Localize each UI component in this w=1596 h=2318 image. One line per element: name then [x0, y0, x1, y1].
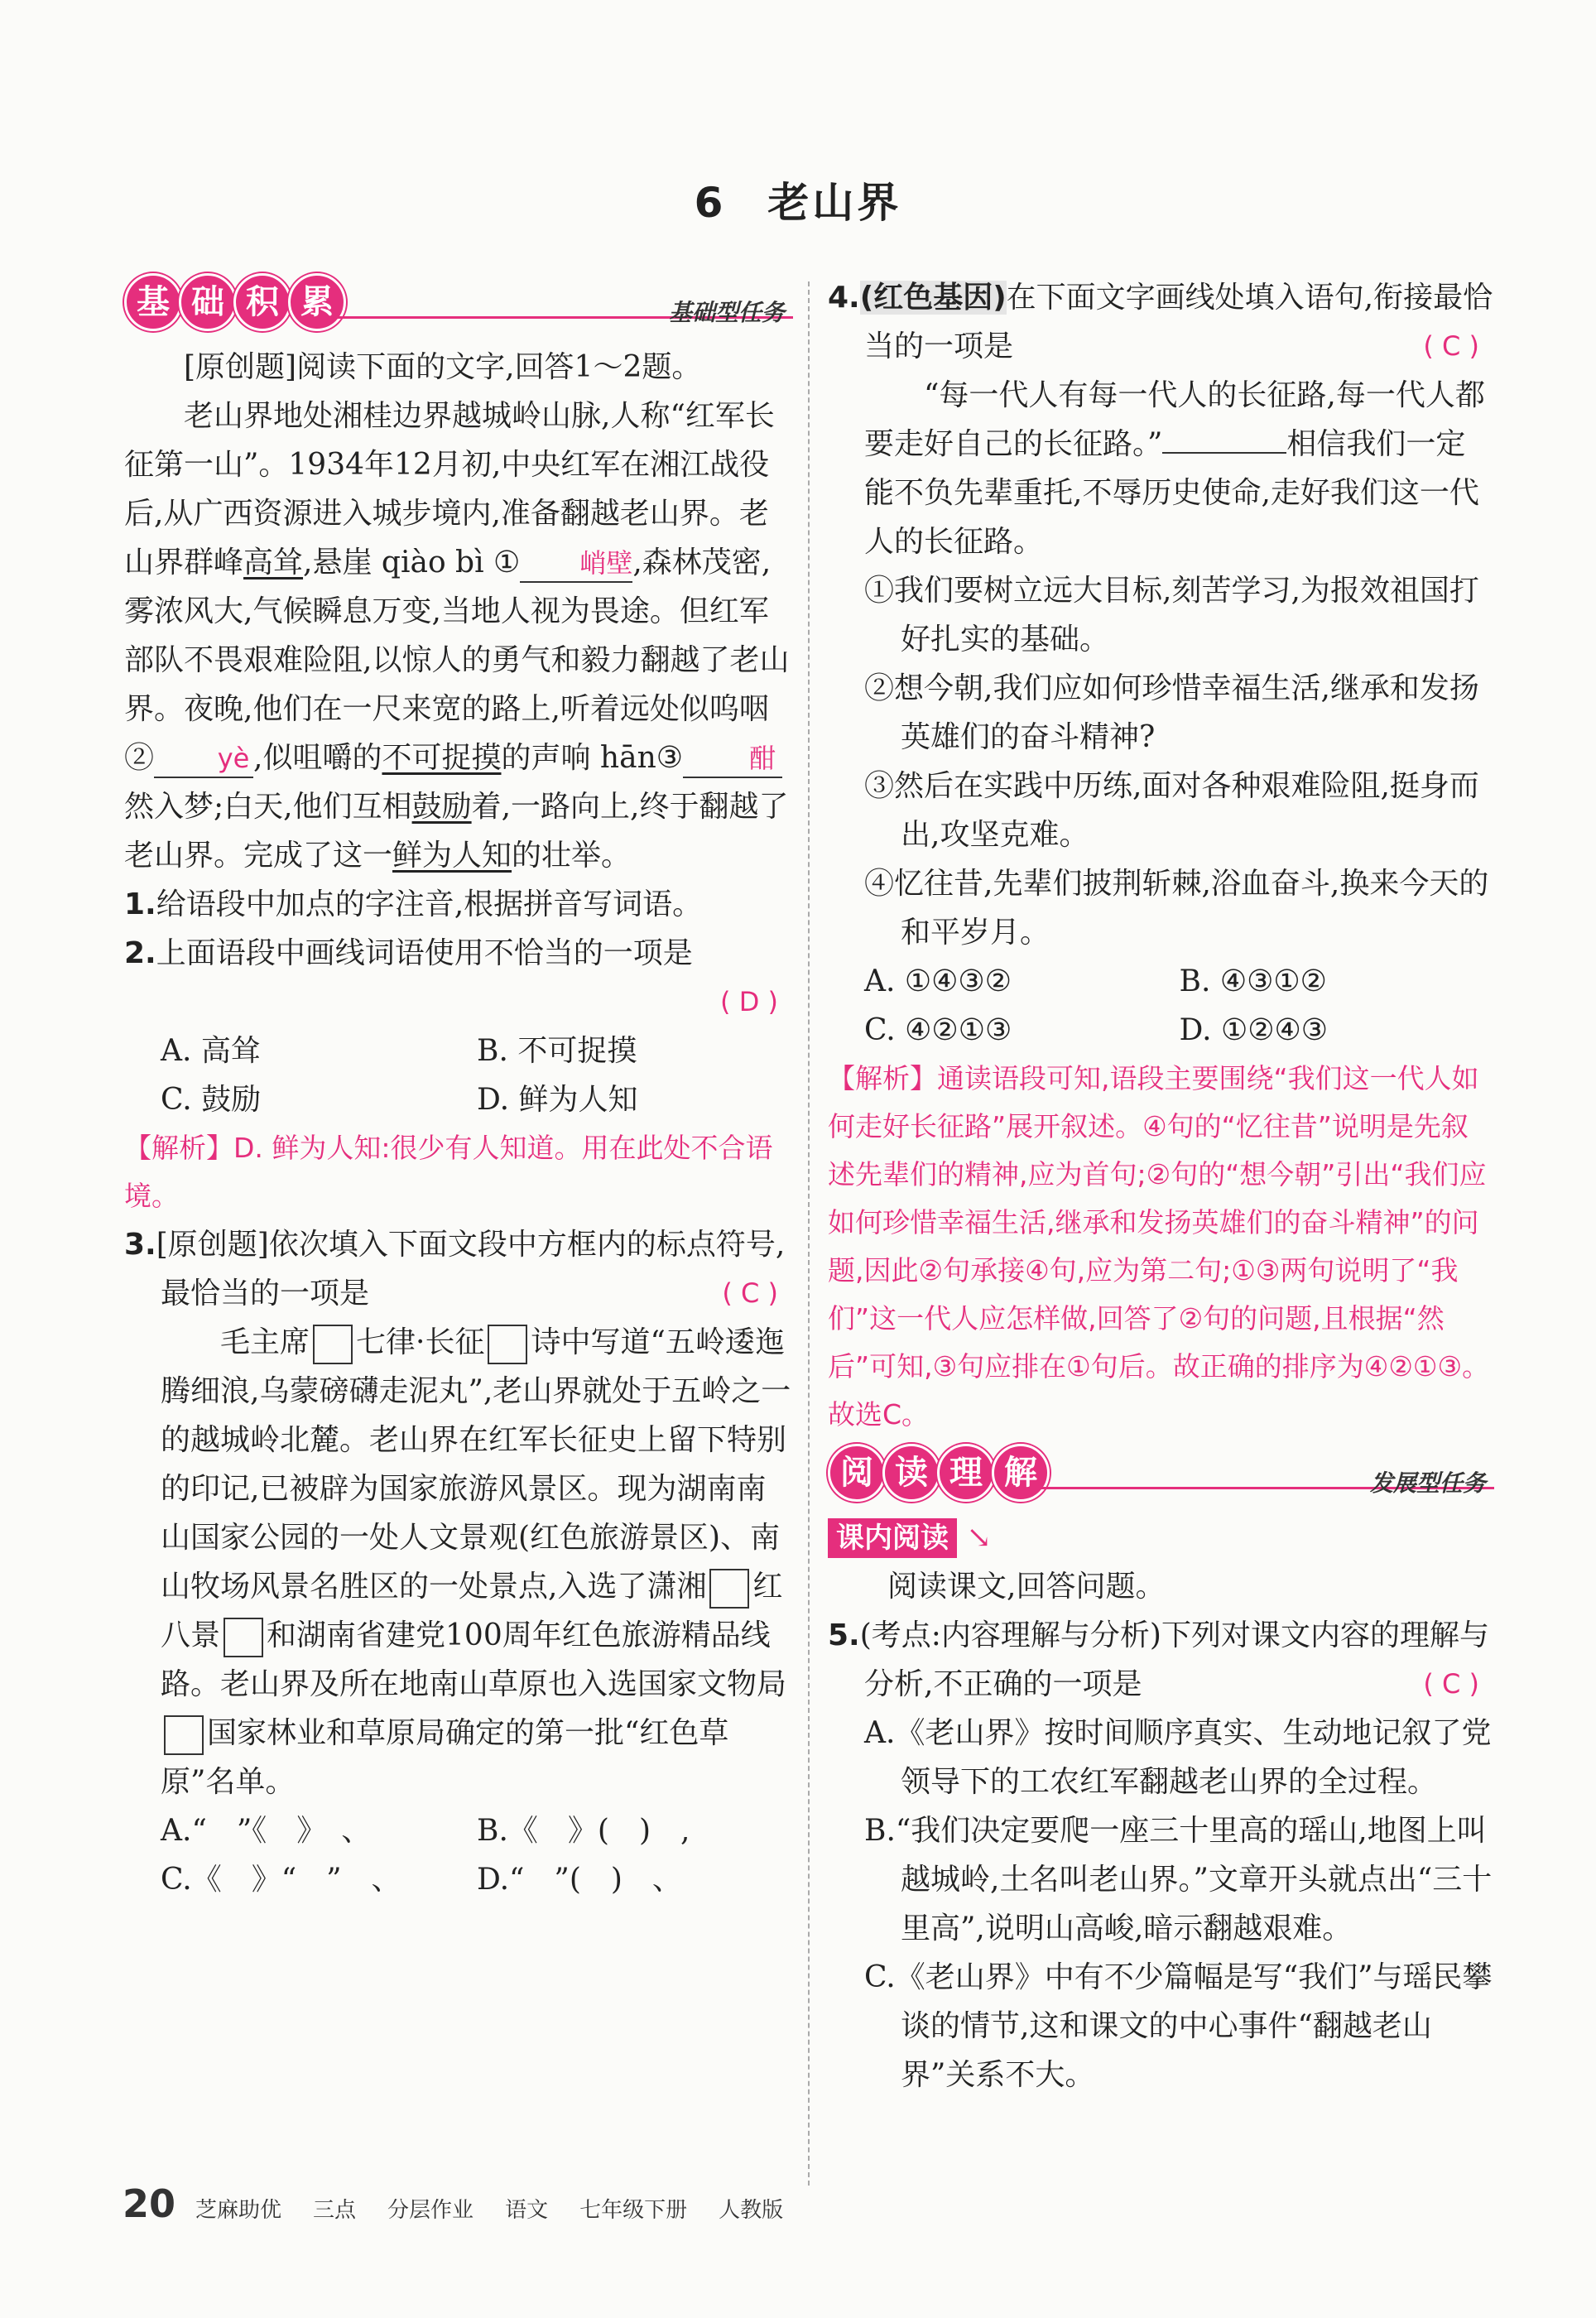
blank-box: [164, 1715, 204, 1755]
footer-text: 人教版: [719, 2198, 784, 2223]
question-1: 1.给语段中加点的字注音,根据拼音写词语。: [124, 887, 703, 921]
page-title: [0, 170, 1596, 229]
section-banner-basics: [124, 273, 793, 339]
banner-char: 阅: [828, 1444, 886, 1502]
section-banner-reading: [828, 1444, 1494, 1510]
answer-choice: ( D ): [720, 986, 778, 1017]
banner-char: 读: [882, 1444, 940, 1502]
option: D.“ ”( ) 、: [477, 1863, 682, 1897]
question-3: 3.[原创题]依次填入下面文段中方框内的标点符号,最恰当的一项是 ( C ): [124, 1220, 793, 1318]
banner-badge: [828, 1444, 1046, 1502]
underlined-word: 鼓励: [411, 790, 472, 824]
fill-line: [1162, 452, 1286, 454]
option: B. ④③①②: [1179, 964, 1327, 998]
option: C. ④②①③: [864, 1013, 1012, 1047]
option: C.《老山界》中有不少篇幅是写“我们”与瑶民攀谈的情节,这和课文的中心事件“翻越老山界”关系不大。: [864, 1960, 1493, 2092]
analysis: 【解析】D. 鲜为人知:很少有人知道。用在此处不合语境。: [124, 1132, 773, 1212]
sentence-item: ①我们要树立远大目标,刻苦学习,为报效祖国打好扎实的基础。: [864, 574, 1479, 656]
lesson-number: 6: [694, 179, 727, 227]
sentence-item: ②想今朝,我们应如何珍惜幸福生活,继承和发扬英雄们的奋斗精神?: [864, 671, 1479, 754]
question-4: 4.(红色基因)在下面文字画线处填入语句,衔接最恰当的一项是 ( C ): [828, 273, 1494, 371]
arrow-icon: ↘: [957, 1521, 992, 1555]
option: A.《老山界》按时间顺序真实、生动地记叙了党领导下的工农红军翻越老山界的全过程。: [864, 1716, 1492, 1799]
section-label: 课内阅读: [828, 1518, 957, 1558]
question-2: 2.上面语段中画线词语使用不恰当的一项是: [124, 936, 693, 970]
blank-box: [709, 1569, 749, 1609]
blank-box: [488, 1325, 527, 1364]
blank-box: [224, 1618, 263, 1657]
footer-text: 分层作业: [387, 2198, 474, 2223]
underlined-word: 鲜为人知: [392, 839, 512, 873]
quote: “每一代人有每一代人的长征路,每一代人都要走好自己的长征路。” 相信我们一定能不负先辈重托,不辱历史使命,走好我们这一代人的长征路。: [864, 378, 1485, 559]
underlined-word: 不可捉摸: [382, 741, 502, 775]
punctuation-passage: 毛主席 七律·长征 诗中写道“五岭逶迤腾细浪,乌蒙磅礴走泥丸”,老山界就处于五岭之一的越城岭北麓。老山界在红军长征史上留下特别的印记,已被辟为国家旅游风景区。现为湖南南山国家公园的一处人文景观(红色旅游景区)、南山牧场风景名胜区的一处景点,入选了潇湘 红八景 和湖南省建党100周年红色旅游精品线路。老山界及所在地南山草原也入选国家文物局国家林业和草原局确定的第一批“红色草原”名单。: [161, 1325, 791, 1799]
banner-tag: 发展型任务: [1369, 1469, 1486, 1497]
reading-intro: [原创题]阅读下面的文字,回答1～2题。: [184, 350, 702, 384]
option: C.《 》“ ” 、: [161, 1863, 401, 1897]
answer-blank: yè: [154, 740, 253, 778]
left-column: [124, 273, 793, 1904]
footer-text: 三点: [313, 2198, 357, 2223]
answer-choice: ( C ): [1423, 330, 1479, 362]
options: [124, 1806, 793, 1904]
question-5: 5.(考点:内容理解与分析)下列对课文内容的理解与分析,不正确的一项是 ( C ): [828, 1611, 1494, 1709]
banner-char: 理: [937, 1444, 995, 1502]
lesson-title: 老山界: [767, 179, 902, 227]
answer-blank: 峭壁: [520, 545, 632, 583]
passage: 老山界地处湘桂边界越城岭山脉,人称“红军长征第一山”。1934年12月初,中央红军在湘江战役后,从广西资源进入城步境内,准备翻越老山界。老山界群峰高耸,悬崖 qiào bì ① 峭壁,森林茂密,雾浓风大,气候瞬息万变,当地人视为畏途。但红军部队不畏艰难险阻,以惊人的勇气和毅力翻越了老山界。夜晚,他们在一尺来宽的路上,听着远处似呜咽② yè ,似咀嚼的不可捉摸的声响 hān③ 酣然入梦;白天,他们互相鼓励着,一路向上,终于翻越了老山界。完成了这一鲜为人知的壮举。: [124, 399, 790, 873]
footer-text: 芝麻助优: [195, 2198, 282, 2223]
footer-text: 语文: [505, 2198, 549, 2223]
banner-char: 累: [288, 273, 346, 331]
sentence-item: ④忆往昔,先辈们披荆斩棘,浴血奋斗,换来今天的和平岁月。: [864, 867, 1489, 950]
option: A. ①④③②: [864, 964, 1012, 998]
right-column: [828, 273, 1494, 2099]
footer: [123, 2181, 795, 2226]
blank-box: [313, 1325, 353, 1364]
reading-intro: 阅读课文,回答问题。: [887, 1570, 1166, 1604]
options: [828, 957, 1494, 1055]
question-tag: (红色基因): [859, 281, 1007, 315]
option: B.“我们决定要爬一座三十里高的瑶山,地图上叫越城岭,土名叫老山界。”文章开头就点出“三十里高”,说明山高峻,暗示翻越艰难。: [864, 1814, 1493, 1945]
footer-text: 七年级下册: [579, 2198, 688, 2223]
banner-tag: 基础型任务: [668, 299, 785, 326]
page-number: 20: [123, 2181, 176, 2226]
answer-choice: ( C ): [1423, 1668, 1479, 1700]
options: [124, 1027, 793, 1124]
option: D. 鲜为人知: [477, 1083, 638, 1117]
analysis: 【解析】通读语段可知,语段主要围绕“我们这一代人如何走好长征路”展开叙述。④句的“忆往昔”说明是先叙述先辈们的精神,应为首句;②句的“想今朝”引出“我们应如何珍惜幸福生活,继承和发扬英雄们的奋斗精神”的问题,因此②句承接④句,应为第二句;①③两句说明了“我们”这一代人应怎样做,回答了②句的问题,且根据“然后”可知,③句应排在①句后。故正确的排序为④②①③。故选C。: [828, 1062, 1490, 1431]
option: B.《 》( ) ,: [477, 1814, 690, 1848]
option: C. 鼓励: [161, 1083, 262, 1117]
column-divider: [808, 281, 810, 2186]
banner-badge: [124, 273, 343, 331]
sentence-item: ③然后在实践中历练,面对各种艰难险阻,挺身而出,攻坚克难。: [864, 769, 1479, 852]
underlined-word: 高耸: [243, 546, 304, 580]
option: A. 高耸: [161, 1034, 261, 1068]
answer-blank: 酣: [683, 740, 782, 778]
banner-char: 基: [124, 273, 182, 331]
banner-char: 积: [233, 273, 291, 331]
answer-choice: ( C ): [722, 1277, 778, 1309]
banner-char: 解: [992, 1444, 1050, 1502]
option: D. ①②④③: [1179, 1013, 1329, 1047]
option: B. 不可捉摸: [477, 1034, 637, 1068]
option: A.“ ”《 》 、: [161, 1814, 372, 1848]
banner-char: 础: [179, 273, 237, 331]
